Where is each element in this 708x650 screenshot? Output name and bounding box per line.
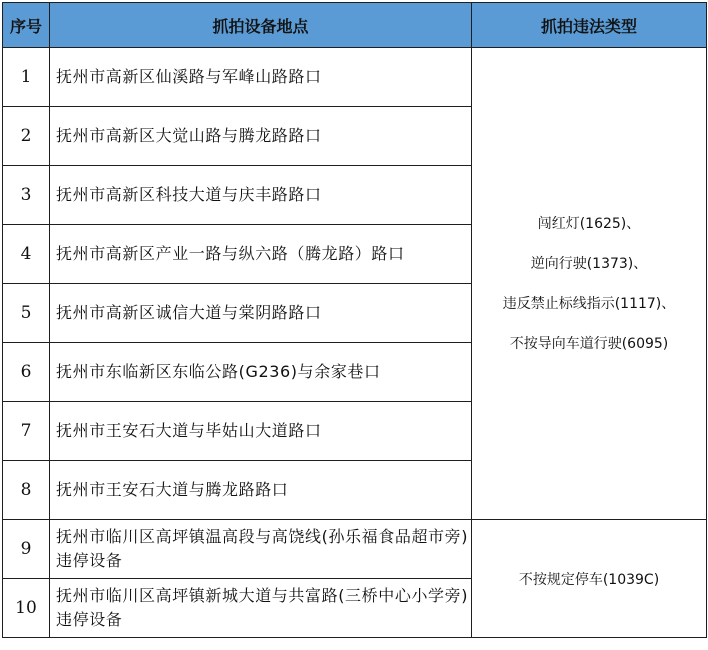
row-number: 7 <box>3 402 50 461</box>
row-number: 1 <box>3 48 50 107</box>
violation-type-text: 闯红灯(1625)、 <box>537 215 641 232</box>
row-location: 抚州市高新区科技大道与庆丰路路口 <box>50 166 472 225</box>
row-number: 5 <box>3 284 50 343</box>
row-location: 抚州市王安石大道与毕姑山大道路口 <box>50 402 472 461</box>
row-number: 9 <box>3 520 50 579</box>
row-location: 抚州市临川区高坪镇温高段与高饶线(孙乐福食品超市旁)违停设备 <box>50 520 472 579</box>
row-location: 抚州市临川区高坪镇新城大道与共富路(三桥中心小学旁)违停设备 <box>50 579 472 638</box>
row-number: 8 <box>3 461 50 520</box>
row-location: 抚州市王安石大道与腾龙路路口 <box>50 461 472 520</box>
row-location: 抚州市高新区诚信大道与棠阴路路口 <box>50 284 472 343</box>
row-location: 抚州市高新区仙溪路与军峰山路路口 <box>50 48 472 107</box>
header-no: 序号 <box>3 3 50 48</box>
header-location: 抓拍设备地点 <box>50 3 472 48</box>
row-number: 3 <box>3 166 50 225</box>
table-row <box>3 48 707 107</box>
header-violation-type: 抓拍违法类型 <box>472 3 707 48</box>
row-number: 10 <box>3 579 50 638</box>
violation-type-text: 违反禁止标线指示(1117)、 <box>502 295 676 312</box>
row-location: 抚州市东临新区东临公路(G236)与余家巷口 <box>50 343 472 402</box>
table-row <box>3 520 707 579</box>
row-number: 2 <box>3 107 50 166</box>
violation-type-text: 逆向行驶(1373)、 <box>530 255 648 272</box>
violation-camera-table <box>2 2 707 638</box>
violation-type-text: 不按规定停车(1039C) <box>518 571 660 588</box>
row-location: 抚州市高新区大觉山路与腾龙路路口 <box>50 107 472 166</box>
violation-type-group-2 <box>472 520 707 638</box>
violation-type-group-1 <box>472 48 707 520</box>
row-number: 6 <box>3 343 50 402</box>
row-location: 抚州市高新区产业一路与纵六路（腾龙路）路口 <box>50 225 472 284</box>
table-header-row <box>3 3 707 48</box>
violation-type-text: 不按导向车道行驶(6095) <box>509 335 669 352</box>
row-number: 4 <box>3 225 50 284</box>
